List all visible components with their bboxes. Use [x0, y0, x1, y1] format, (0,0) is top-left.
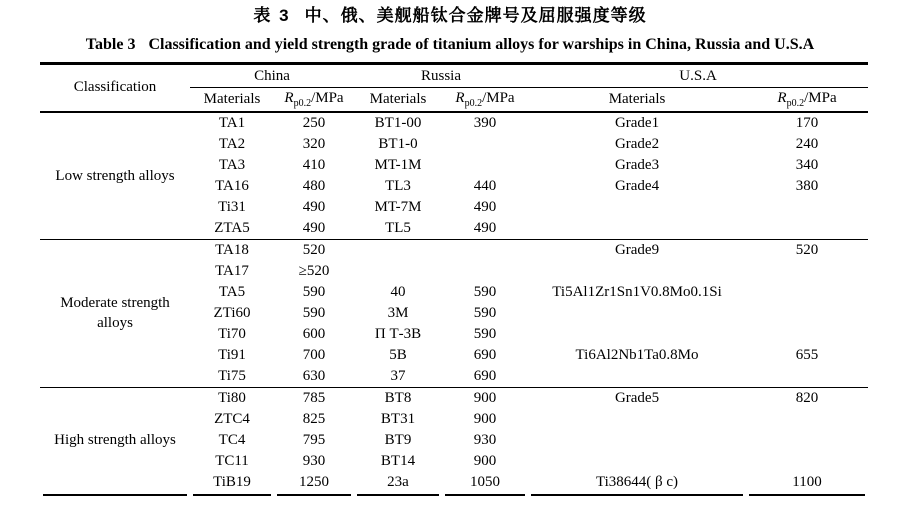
- section-2: [40, 239, 868, 387]
- alloy-table: [40, 62, 868, 498]
- table-cell: BT1-00: [374, 114, 422, 131]
- table-title-en-text: Classification and yield strength grade of titanium alloys for warships in China, Russia and U.S.A: [148, 36, 815, 53]
- r-unit: /MPa: [311, 89, 344, 106]
- bottom-rule-segment: [277, 494, 351, 496]
- bottom-rule-segment: [357, 494, 439, 496]
- header-materials-china: [190, 88, 274, 112]
- table-cell: Grade4: [614, 177, 660, 194]
- table-cell: 490: [473, 198, 497, 215]
- bottom-rule-segment: [749, 494, 865, 496]
- bottom-rule-segment: [531, 494, 743, 496]
- table-cell: 240: [795, 135, 819, 152]
- table-cell: 480: [302, 177, 326, 194]
- table-cell: Ti91: [218, 346, 246, 363]
- r-symbol: R: [777, 89, 787, 106]
- table-title-cn-text: 中、俄、美舰船钛合金牌号及屈服强度等级: [304, 6, 647, 25]
- table-cell: [746, 409, 868, 430]
- table-cell: [528, 324, 746, 345]
- table-cell: 655: [795, 346, 819, 363]
- materials-label: Materials: [608, 90, 666, 107]
- table-number-en: Table 3: [85, 36, 136, 53]
- table-cell: TA18: [190, 239, 274, 261]
- table-title-english: [0, 35, 900, 55]
- header-yield-china: [274, 88, 354, 112]
- table-cell: Ti38644( β c): [595, 473, 679, 490]
- table-cell: [746, 261, 868, 282]
- table-row: [40, 387, 868, 409]
- table-cell: 520: [274, 239, 354, 261]
- table-cell: 250: [302, 114, 326, 131]
- bottom-rule-cell: [442, 493, 528, 498]
- r-symbol: R: [284, 89, 294, 106]
- header-yield-usa: [746, 88, 868, 112]
- table-title-chinese: [0, 0, 900, 26]
- table-cell: 1050: [470, 473, 500, 490]
- table-cell: 900: [442, 387, 528, 409]
- table-cell: 440: [473, 177, 497, 194]
- table-cell: 700: [302, 346, 326, 363]
- table-cell: TA2: [218, 135, 246, 152]
- table-cell: 590: [473, 325, 497, 342]
- table-cell: 785: [274, 387, 354, 409]
- header-materials-usa: [528, 88, 746, 112]
- table-cell: [528, 303, 746, 324]
- table-cell: BT8: [354, 387, 442, 409]
- header-country-russia: Russia: [354, 64, 528, 88]
- table-row: [40, 239, 868, 261]
- table-cell: MT-7M: [374, 198, 422, 215]
- section-1: [40, 112, 868, 240]
- r-unit: /MPa: [804, 89, 837, 106]
- table-cell: [528, 218, 746, 240]
- table-cell: 820: [746, 387, 868, 409]
- table-header-row: [40, 64, 868, 88]
- table-cell: Grade2: [614, 135, 660, 152]
- table-cell: П Т-3В: [374, 325, 422, 342]
- table-cell: [746, 303, 868, 324]
- table-cell: Grade5: [528, 387, 746, 409]
- table-cell: Ti75: [218, 367, 246, 384]
- bottom-rule-segment: [193, 494, 271, 496]
- table-cell: 320: [302, 135, 326, 152]
- table-cell: 490: [302, 198, 326, 215]
- table-cell: BT9: [384, 431, 412, 448]
- table-cell: 690: [473, 346, 497, 363]
- table-cell: [528, 451, 746, 472]
- table-cell: TiB19: [213, 473, 251, 490]
- r-unit: /MPa: [482, 89, 515, 106]
- bottom-rule-cell: [274, 493, 354, 498]
- table-cell: ≥520: [298, 262, 330, 279]
- table-cell: 630: [302, 367, 326, 384]
- table-cell: ZTC4: [214, 410, 250, 427]
- materials-label: Materials: [203, 90, 261, 107]
- table-cell: 410: [302, 156, 326, 173]
- table-cell: [746, 197, 868, 218]
- table-header: [40, 64, 868, 112]
- r-symbol: R: [455, 89, 465, 106]
- table-cell: BT1-0: [378, 135, 418, 152]
- table-cell: 3M: [387, 304, 409, 321]
- table-cell: [442, 239, 528, 261]
- bottom-rule-cell: [354, 493, 442, 498]
- table-cell: Ti5Al1Zr1Sn1V0.8Mo0.1Si: [552, 283, 722, 300]
- table-cell: Grade1: [614, 114, 660, 131]
- bottom-rule-segment: [43, 494, 187, 496]
- table-cell: Ti6Al2Nb1Ta0.8Mo: [575, 346, 699, 363]
- table-cell: [354, 261, 442, 282]
- table-cell: 590: [302, 283, 326, 300]
- table-cell: [528, 409, 746, 430]
- table-cell: BT31: [380, 410, 416, 427]
- table-cell: Ti31: [218, 198, 246, 215]
- table-cell: [528, 261, 746, 282]
- table-cell: 590: [473, 283, 497, 300]
- table-cell: BT14: [380, 452, 416, 469]
- r-subscript: p0.2: [293, 97, 312, 109]
- bottom-rule-cell: [40, 493, 190, 498]
- table-cell: 520: [746, 239, 868, 261]
- table-cell: ZTi60: [213, 304, 251, 321]
- header-materials-russia: [354, 88, 442, 112]
- table-cell: 23a: [387, 473, 409, 490]
- table-cell: [442, 134, 528, 155]
- table-cell: [746, 430, 868, 451]
- table-number-cn: 表 3: [253, 6, 291, 25]
- table-cell: [746, 282, 868, 303]
- table-cell: TC4: [218, 431, 246, 448]
- table-cell: Ti70: [218, 325, 246, 342]
- table-cell: Ti80: [190, 387, 274, 409]
- table-cell: 390: [473, 114, 497, 131]
- table-row: [40, 112, 868, 134]
- table-cell: [354, 239, 442, 261]
- table-cell: TA3: [218, 156, 246, 173]
- table-cell: 1100: [792, 473, 822, 490]
- table-cell: 170: [795, 114, 819, 131]
- table-cell: [746, 218, 868, 240]
- header-country-usa: U.S.A: [528, 64, 868, 88]
- r-subscript: p0.2: [464, 97, 483, 109]
- bottom-rule-cell: [528, 493, 746, 498]
- table-cell: 825: [302, 410, 326, 427]
- table-cell: TL5: [385, 219, 411, 236]
- table-cell: TA5: [218, 283, 246, 300]
- table-cell: 37: [390, 367, 406, 384]
- table-cell: 930: [473, 431, 497, 448]
- header-country-china: China: [190, 64, 354, 88]
- table-cell: 900: [473, 452, 497, 469]
- table-cell: [746, 366, 868, 388]
- table-cell: Grade3: [614, 156, 660, 173]
- table-cell: MT-1M: [374, 156, 422, 173]
- table-cell: 795: [302, 431, 326, 448]
- table-cell: 340: [795, 156, 819, 173]
- table-cell: 590: [302, 304, 326, 321]
- table-cell: 5B: [389, 346, 407, 363]
- table-cell: 1250: [299, 473, 329, 490]
- table-cell: [442, 155, 528, 176]
- bottom-rule-row: [40, 493, 868, 498]
- header-classification: Classification: [40, 64, 190, 112]
- bottom-rule-cell: [190, 493, 274, 498]
- classification-cell: Low strength alloys: [55, 167, 175, 184]
- table-cell: 900: [473, 410, 497, 427]
- table-cell: 590: [473, 304, 497, 321]
- bottom-rule-cell: [746, 493, 868, 498]
- table-cell: 600: [302, 325, 326, 342]
- table-cell: 380: [795, 177, 819, 194]
- table-cell: [528, 430, 746, 451]
- table-cell: TA16: [215, 177, 249, 194]
- table-cell: TL3: [385, 177, 411, 194]
- table-cell: [528, 366, 746, 388]
- header-yield-russia: [442, 88, 528, 112]
- table-cell: 490: [302, 219, 326, 236]
- section-3: [40, 387, 868, 493]
- table-cell: TA1: [218, 114, 246, 131]
- classification-cell: High strength alloys: [40, 387, 190, 493]
- table-cell: TA17: [215, 262, 249, 279]
- bottom-rule-segment: [445, 494, 525, 496]
- table-cell: Grade9: [528, 239, 746, 261]
- table-cell: 930: [302, 452, 326, 469]
- table-cell: [442, 261, 528, 282]
- r-subscript: p0.2: [786, 97, 805, 109]
- table-cell: 490: [473, 219, 497, 236]
- table-cell: [746, 451, 868, 472]
- table-cell: [528, 197, 746, 218]
- bottom-rule: [40, 493, 868, 498]
- table-cell: 40: [390, 283, 406, 300]
- table-cell: ZTA5: [214, 219, 250, 236]
- table-cell: TC11: [215, 452, 249, 469]
- classification-cell: Moderate strength alloys: [40, 239, 190, 387]
- table-cell: [746, 324, 868, 345]
- materials-label: Materials: [369, 90, 427, 107]
- table-cell: 690: [473, 367, 497, 384]
